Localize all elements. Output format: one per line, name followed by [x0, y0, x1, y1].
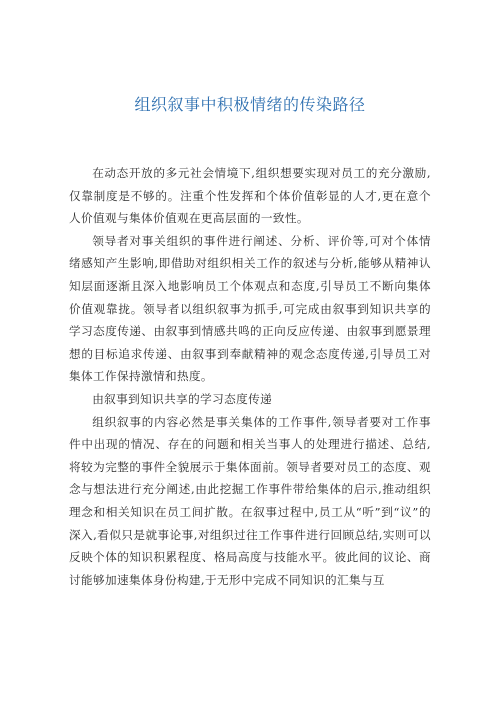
- paragraph: 在动态开放的多元社会情境下,组织想要实现对员工的充分激励,仅靠制度是不够的。注重个性发挥和个体价值彰显的人才,更在意个人价值观与集体价值观在更高层面的一致性。: [69, 166, 431, 226]
- document-body: [69, 162, 431, 591]
- paragraph: 组织叙事的内容必然是事关集体的工作事件,领导者要对工作事件中出现的情况、存在的问题和相关当事人的处理进行描述、总结,将较为完整的事件全貌展示于集体面前。领导者要对员工的态度、观念与想法进行充分阐述,由此挖掘工作事件带给集体的启示,推动组织理念和相关知识在员工间扩散。在叙事过程中,员工从“听”到“议”的深入,看似只是就事论事,对组织过往工作事件进行回顾总结,实则可以反映个体的知识积累程度、格局高度与技能水平。彼此间的议论、商讨能够加速集体身份构建,于无形中完成不同知识的汇集与互: [69, 414, 431, 587]
- paragraph: 领导者对事关组织的事件进行阐述、分析、评价等,可对个体情绪感知产生影响,即借助对组织相关工作的叙述与分析,能够从精神认知层面逐渐且深入地影响员工个体观点和态度,引导员工不断向集体价值观靠拢。领导者以组织叙事为抓手,可完成由叙事到知识共享的学习态度传递、由叙事到情感共鸣的正向反应传递、由叙事到愿景理想的目标追求传递、由叙事到奉献精神的观念态度传递,引导员工对集体工作保持激情和热度。: [69, 233, 431, 384]
- section-heading: 由叙事到知识共享的学习态度传递: [92, 391, 273, 406]
- document-title: 组织叙事中积极情绪的传染路径: [134, 95, 366, 114]
